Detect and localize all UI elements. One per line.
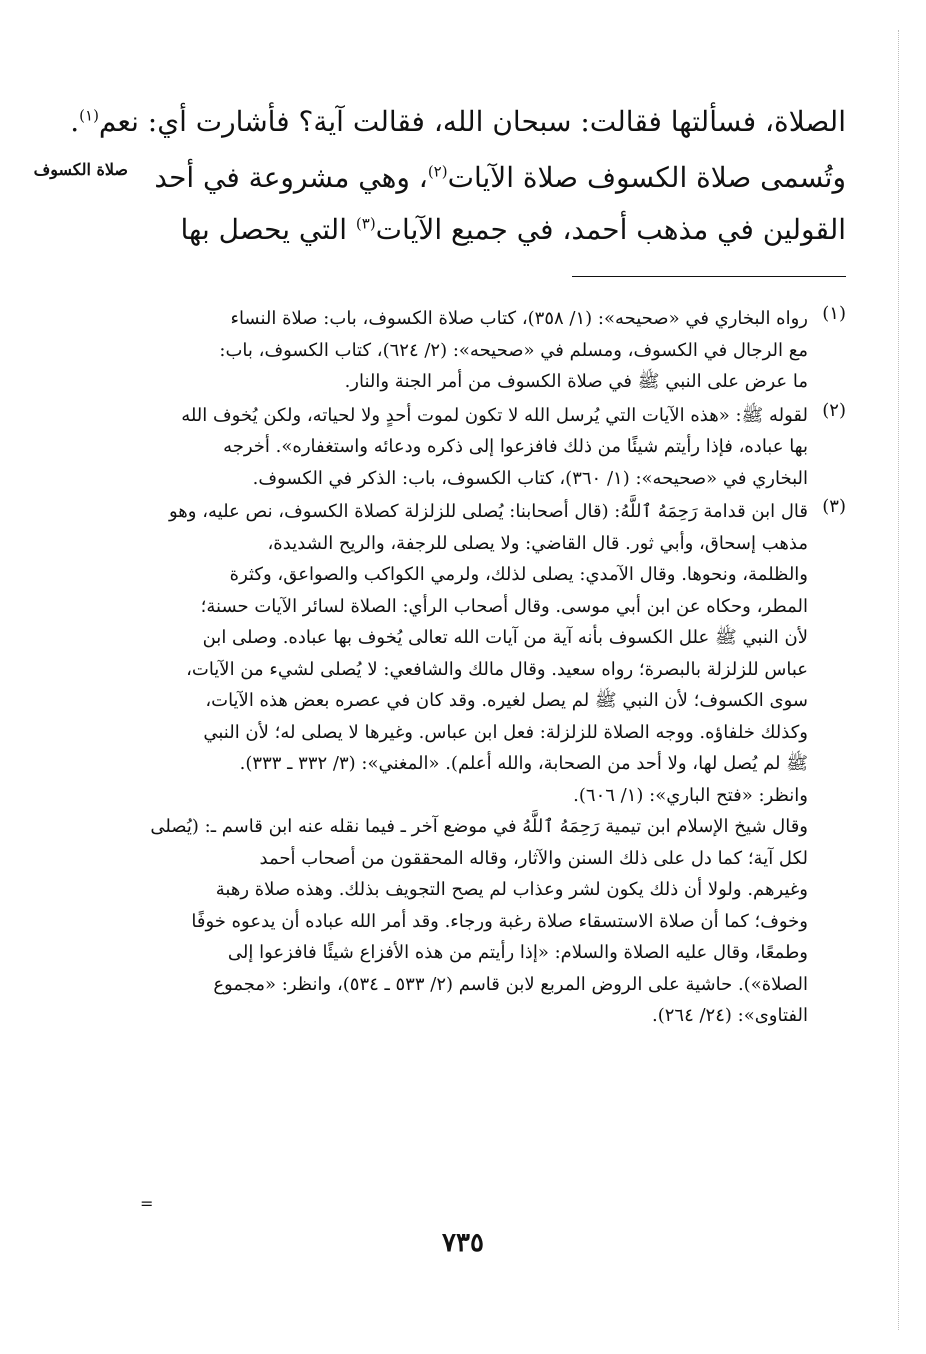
- footnote-line: قال ابن قدامة رَحِمَهُ ٱللَّهُ: (قال أصحابنا: يُصلى للزلزلة كصلاة الكسوف، نص عليه، وهو: [169, 501, 808, 522]
- footnote-line: ﷺ لم يُصل لها، ولا أحد من الصحابة، والله أعلم). «المغني»: (٣/ ٣٣٢ ـ ٣٣٣).: [239, 753, 808, 774]
- footnote-3: [126, 496, 846, 1032]
- footnote-ref-1[interactable]: (١): [79, 106, 99, 125]
- footnote-line: وانظر: «فتح الباري»: (١/ ٦٠٦).: [573, 784, 808, 806]
- footnote-line: والظلمة، ونحوها. وقال الآمدي: يصلى لذلك، ولرمي الكواكب والصواعق، وكثرة: [229, 564, 808, 585]
- footnote-line: رواه البخاري في «صحيحه»: (١/ ٣٥٨)، كتاب صلاة الكسوف، باب: صلاة النساء: [230, 308, 808, 329]
- page-number: ٧٣٥: [442, 1228, 484, 1258]
- footnote-ref-3[interactable]: (٣): [355, 214, 376, 233]
- footnote-number: (١): [822, 303, 846, 324]
- footnote-line: مع الرجال في الكسوف، ومسلم في «صحيحه»: (٢/ ٦٢٤)، كتاب الكسوف، باب:: [219, 339, 808, 361]
- main-line-2-text-a: وتُسمى صلاة الكسوف صلاة الآيات: [447, 161, 846, 194]
- footnote-line: لأن النبي ﷺ علل الكسوف بأنه آية من آيات الله تعالى يُخوف بها عباده. وصلى ابن: [202, 627, 808, 648]
- footnotes: [126, 303, 846, 1034]
- footnote-line: سوى الكسوف؛ لأن النبي ﷺ لم يصل لغيره. وقد كان في عصره بعض هذه الآيات،: [205, 690, 808, 711]
- footnote-line: المطر، وحكاه عن ابن أبي موسى. وقال أصحاب الرأي: الصلاة لسائر الآيات حسنة؛: [200, 595, 808, 617]
- footnote-line: بها عباده، فإذا رأيتم شيئًا من ذلك فافزعوا إلى ذكره ودعائه واستغفاره». أخرجه: [223, 436, 808, 457]
- footnote-line: وكذلك خلفاؤه. ووجه الصلاة للزلزلة: فعل ابن عباس. وغيرها لا يصلى له؛ لأن النبي: [203, 721, 808, 743]
- footnote-line: وغيرهم. ولولا أن ذلك يكون لشر وعذاب لم يصح التجويف بذلك. وهذه صلاة رهبة: [215, 879, 808, 900]
- footnote-number: (٣): [822, 496, 846, 517]
- main-line-3-text-a: القولين في مذهب أحمد، في جميع الآيات: [375, 213, 846, 246]
- main-line-3-text-b: التي يحصل بها: [180, 213, 356, 246]
- scan-edge-dots: [898, 30, 899, 1330]
- footnote-number: (٢): [822, 399, 846, 421]
- footnote-2: [126, 400, 846, 495]
- footnote-line: عباس للزلزلة بالبصرة؛ رواه سعيد. وقال مالك والشافعي: لا يُصلى لشيء من الآيات،: [186, 658, 808, 680]
- main-line-2-text-b: ، وهي مشروعة في أحد: [154, 161, 428, 194]
- footnote-line: وخوف؛ كما أن صلاة الاستسقاء صلاة رغبة ورجاء. وقد أمر الله عباده أن يدعوه خوفًا: [191, 910, 808, 932]
- footnote-line: البخاري في «صحيحه»: (١/ ٣٦٠)، كتاب الكسوف، باب: الذكر في الكسوف.: [252, 467, 808, 489]
- footnote-line: مذهب إسحاق، وأبي ثور. قال القاضي: ولا يصلى للرجفة، والريح الشديدة،: [267, 532, 808, 554]
- footnote-line: لكل آية؛ كما دل على ذلك السنن والآثار، وقاله المحققون من أصحاب أحمد: [259, 847, 808, 869]
- main-line-1-end: .: [70, 105, 80, 138]
- footnote-line: الصلاة»). حاشية على الروض المربع لابن قاسم (٢/ ٥٣٣ ـ ٥٣٤)، وانظر: «مجموع: [213, 973, 808, 995]
- footnote-separator: [572, 276, 846, 277]
- footnote-line: الفتاوى»: (٢٤/ ٢٦٤).: [651, 1005, 808, 1026]
- footnote-line: ما عرض على النبي ﷺ في صلاة الكسوف من أمر الجنة والنار.: [344, 371, 808, 392]
- main-line-1-text: الصلاة، فسألتها فقالت: سبحان الله، فقالت آية؟ فأشارت أي: نعم: [98, 105, 846, 138]
- footnote-ref-2[interactable]: (٢): [427, 162, 448, 181]
- footnote-1: [126, 303, 846, 398]
- margin-note: صلاة الكسوف: [33, 160, 128, 179]
- continuation-mark: =: [140, 1194, 154, 1213]
- main-text-line-3: [146, 200, 846, 260]
- footnote-line: لقوله ﷺ: «هذه الآيات التي يُرسل الله لا تكون لموت أحدٍ ولا لحياته، ولكن يُخوف الله: [181, 404, 808, 426]
- footnote-line: وطمعًا، وقال عليه الصلاة والسلام: «إذا رأيتم من هذه الأفزاع شيئًا فافزعوا إلى: [227, 942, 808, 963]
- main-text-line-2: [146, 148, 846, 208]
- main-text-line-1: [70, 92, 846, 152]
- footnote-line: وقال شيخ الإسلام ابن تيمية رَحِمَهُ ٱللَّهُ في موضع آخر ـ فيما نقله عنه ابن قاسم ـ: (يُصلى: [150, 816, 808, 837]
